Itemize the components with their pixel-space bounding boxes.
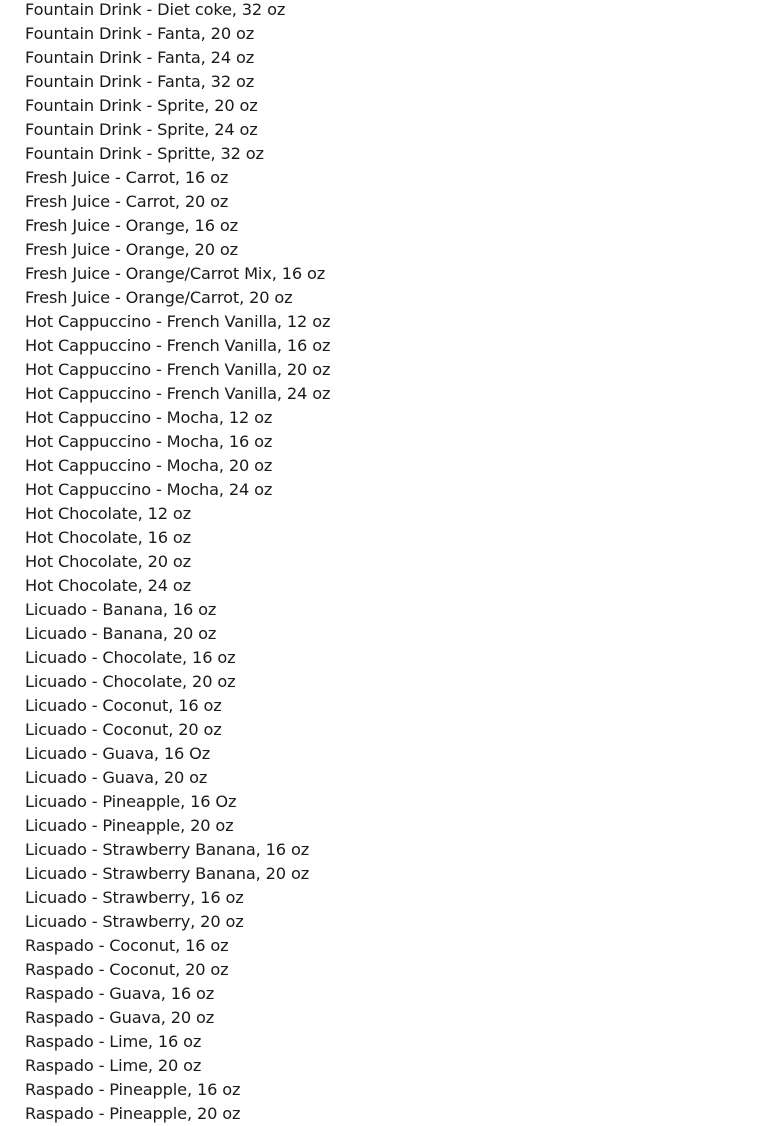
menu-item[interactable]: Hot Cappuccino - French Vanilla, 16 oz bbox=[25, 336, 331, 355]
menu-item[interactable]: Licuado - Banana, 16 oz bbox=[25, 600, 217, 619]
menu-item[interactable]: Fresh Juice - Carrot, 20 oz bbox=[25, 192, 229, 211]
menu-item[interactable]: Hot Cappuccino - Mocha, 16 oz bbox=[25, 432, 273, 451]
menu-item[interactable]: Fresh Juice - Carrot, 16 oz bbox=[25, 168, 229, 187]
menu-item[interactable]: Raspado - Coconut, 20 oz bbox=[25, 960, 229, 979]
menu-item[interactable]: Fountain Drink - Spritte, 32 oz bbox=[25, 144, 264, 163]
menu-item[interactable]: Fountain Drink - Fanta, 24 oz bbox=[25, 48, 255, 67]
menu-item[interactable]: Raspado - Coconut, 16 oz bbox=[25, 936, 229, 955]
menu-item[interactable]: Fountain Drink - Sprite, 24 oz bbox=[25, 120, 258, 139]
menu-item[interactable]: Licuado - Strawberry Banana, 20 oz bbox=[25, 864, 310, 883]
menu-item[interactable]: Raspado - Pineapple, 20 oz bbox=[25, 1104, 241, 1123]
menu-item[interactable]: Raspado - Guava, 20 oz bbox=[25, 1008, 215, 1027]
menu-item[interactable]: Licuado - Guava, 20 oz bbox=[25, 768, 208, 787]
menu-item[interactable]: Licuado - Coconut, 20 oz bbox=[25, 720, 222, 739]
menu-item[interactable]: Hot Chocolate, 24 oz bbox=[25, 576, 191, 595]
menu-item[interactable]: Licuado - Pineapple, 20 oz bbox=[25, 816, 234, 835]
menu-item[interactable]: Hot Chocolate, 16 oz bbox=[25, 528, 191, 547]
menu-item[interactable]: Raspado - Guava, 16 oz bbox=[25, 984, 215, 1003]
menu-item[interactable]: Licuado - Chocolate, 16 oz bbox=[25, 648, 236, 667]
menu-item-list bbox=[25, 0, 745, 1126]
menu-item[interactable]: Hot Chocolate, 12 oz bbox=[25, 504, 191, 523]
menu-item[interactable]: Licuado - Chocolate, 20 oz bbox=[25, 672, 236, 691]
menu-item[interactable]: Hot Cappuccino - French Vanilla, 12 oz bbox=[25, 312, 331, 331]
menu-item[interactable]: Hot Chocolate, 20 oz bbox=[25, 552, 191, 571]
menu-item[interactable]: Hot Cappuccino - French Vanilla, 20 oz bbox=[25, 360, 331, 379]
menu-item[interactable]: Licuado - Strawberry, 16 oz bbox=[25, 888, 244, 907]
menu-item[interactable]: Fountain Drink - Fanta, 32 oz bbox=[25, 72, 255, 91]
menu-item[interactable]: Fresh Juice - Orange/Carrot, 20 oz bbox=[25, 288, 293, 307]
menu-item[interactable]: Fresh Juice - Orange, 16 oz bbox=[25, 216, 238, 235]
menu-item[interactable]: Fountain Drink - Sprite, 20 oz bbox=[25, 96, 258, 115]
menu-item[interactable]: Licuado - Strawberry Banana, 16 oz bbox=[25, 840, 310, 859]
menu-item[interactable]: Hot Cappuccino - Mocha, 12 oz bbox=[25, 408, 273, 427]
menu-item[interactable]: Raspado - Lime, 16 oz bbox=[25, 1032, 202, 1051]
menu-item[interactable]: Licuado - Coconut, 16 oz bbox=[25, 696, 222, 715]
menu-item[interactable]: Fountain Drink - Diet coke, 32 oz bbox=[25, 0, 286, 19]
menu-item[interactable]: Licuado - Guava, 16 Oz bbox=[25, 744, 211, 763]
menu-item[interactable]: Hot Cappuccino - Mocha, 20 oz bbox=[25, 456, 273, 475]
menu-item[interactable]: Fountain Drink - Fanta, 20 oz bbox=[25, 24, 255, 43]
menu-item[interactable]: Licuado - Banana, 20 oz bbox=[25, 624, 217, 643]
menu-item[interactable]: Hot Cappuccino - Mocha, 24 oz bbox=[25, 480, 273, 499]
menu-item[interactable]: Raspado - Lime, 20 oz bbox=[25, 1056, 202, 1075]
menu-item[interactable]: Fresh Juice - Orange, 20 oz bbox=[25, 240, 238, 259]
menu-item[interactable]: Fresh Juice - Orange/Carrot Mix, 16 oz bbox=[25, 264, 326, 283]
menu-item[interactable]: Licuado - Pineapple, 16 Oz bbox=[25, 792, 237, 811]
menu-item[interactable]: Licuado - Strawberry, 20 oz bbox=[25, 912, 244, 931]
menu-item[interactable]: Raspado - Pineapple, 16 oz bbox=[25, 1080, 241, 1099]
menu-item[interactable]: Hot Cappuccino - French Vanilla, 24 oz bbox=[25, 384, 331, 403]
